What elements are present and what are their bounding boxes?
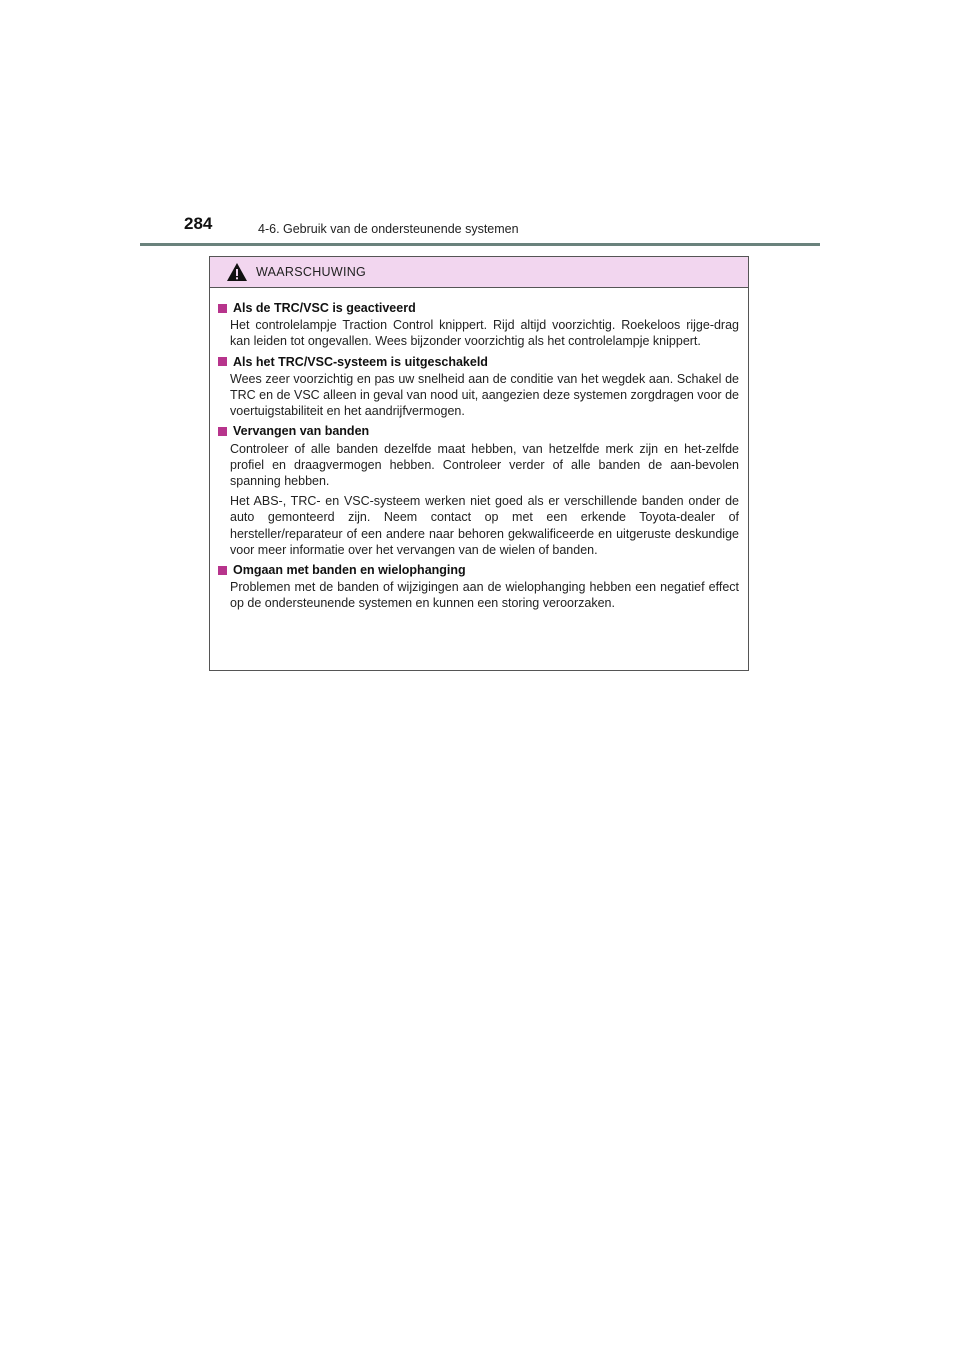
warning-triangle-icon xyxy=(226,262,248,282)
warning-box xyxy=(209,256,749,671)
warning-item-trc-activated xyxy=(218,300,739,350)
item-paragraph: Wees zeer voorzichtig en pas uw snelheid aan de conditie van het wegdek aan. Schakel de TRC en de VSC alleen in geval van nood uit, aangezien deze systemen zorgdragen voor de voertuigstabiliteit en het aandrijfvermogen. xyxy=(230,371,739,419)
warning-body xyxy=(210,288,748,612)
square-bullet-icon xyxy=(218,427,227,436)
warning-header xyxy=(210,257,748,288)
warning-item-trc-disabled xyxy=(218,354,739,420)
page-number: 284 xyxy=(184,214,213,233)
item-paragraph: Het controlelampje Traction Control knippert. Rijd altijd voorzichtig. Roekeloos rijge-drag kan leiden tot ongevallen. Wees bijzonder voorzichtig als het controlelampje knippert. xyxy=(230,318,739,349)
item-paragraph: Het ABS-, TRC- en VSC-systeem werken niet goed als er verschillende banden onder de auto gemonteerd zijn. Neem contact op met een erkende Toyota-dealer of hersteller/reparateur of een andere naar behoren gekwalificeerde en uitgeruste deskundige voor meer informatie over het vervangen van de wielen of banden. xyxy=(230,494,739,557)
item-paragraph: Problemen met de banden of wijzigingen aan de wielophanging hebben een negatief effect op de ondersteunende systemen en kunnen een storing veroorzaken. xyxy=(230,580,739,611)
item-heading: Vervangen van banden xyxy=(233,424,370,439)
warning-title: WAARSCHUWING xyxy=(256,265,367,279)
warning-item-tires-suspension xyxy=(218,562,739,612)
item-heading: Omgaan met banden en wielophanging xyxy=(233,563,466,578)
item-paragraph: Controleer of alle banden dezelfde maat hebben, van hetzelfde merk zijn en het-zelfde profiel en draagvermogen hebben. Controleer verder of alle banden de aan-bevolen spanning hebben. xyxy=(230,441,739,489)
square-bullet-icon xyxy=(218,304,227,313)
item-heading: Als de TRC/VSC is geactiveerd xyxy=(233,301,416,315)
square-bullet-icon xyxy=(218,566,227,575)
header-rule xyxy=(140,243,820,246)
square-bullet-icon xyxy=(218,357,227,366)
item-heading: Als het TRC/VSC-systeem is uitgeschakeld xyxy=(233,354,488,369)
warning-item-replacing-tires xyxy=(218,423,739,558)
section-title: 4-6. Gebruik van de ondersteunende systemen xyxy=(258,222,519,236)
